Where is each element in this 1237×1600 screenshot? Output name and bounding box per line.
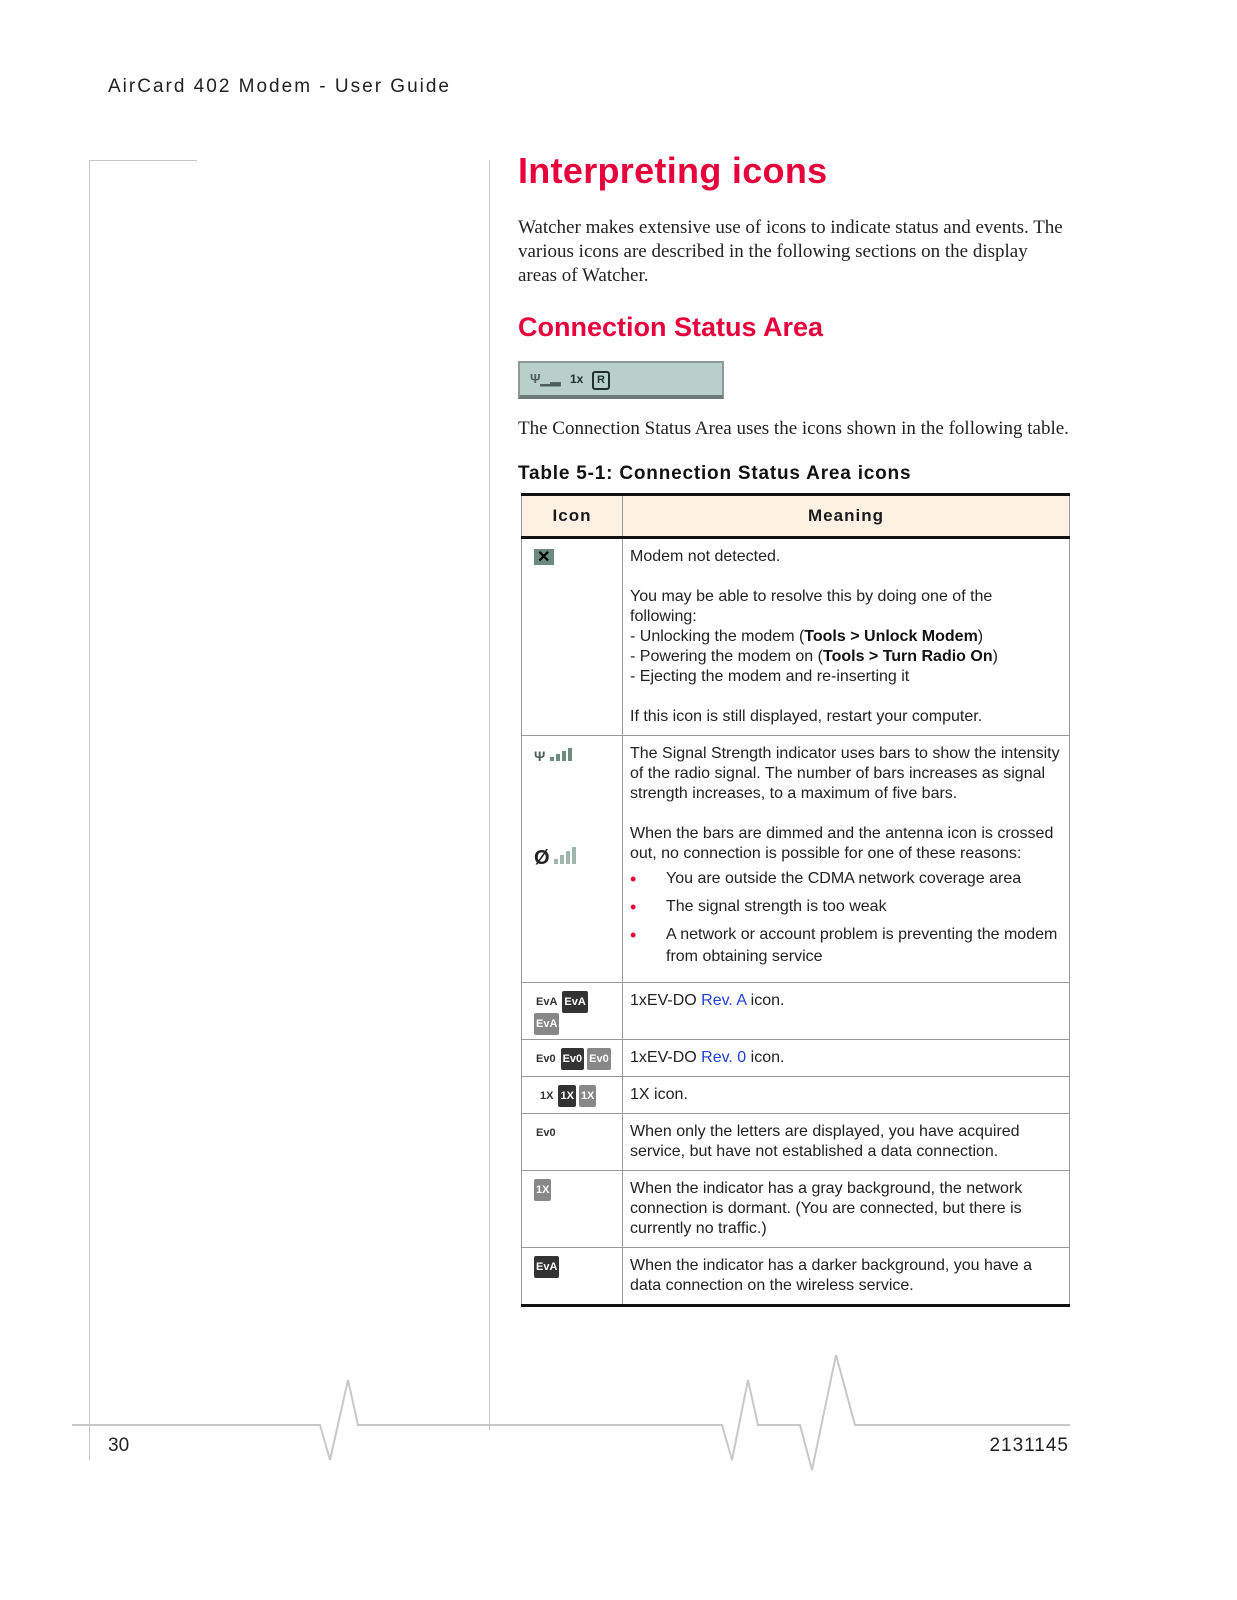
list-item: - Ejecting the modem and re-inserting it [630, 668, 910, 685]
table-row: EvA EvAEvA 1xEV-DO Rev. A icon. [522, 983, 1070, 1040]
main-content [518, 150, 1070, 1307]
connection-status-area-image [518, 361, 724, 399]
intro-paragraph: Watcher makes extensive use of icons to indicate status and events. The various icons are described in the following sections on the display areas of Watcher. [518, 217, 1063, 286]
dormant-1x-icon: 1X [534, 1179, 551, 1201]
row-text: If this icon is still displayed, restart your computer. [630, 708, 983, 725]
row-text: The Signal Strength indicator uses bars to show the intensity of the radio signal. The number of bars increases as signal strength increases, to a maximum of five bars. [630, 745, 1060, 802]
table-row [522, 538, 1070, 736]
table-row: Ev0 Ev0 Ev0 1xEV-DO Rev. 0 icon. [522, 1040, 1070, 1077]
table-row [522, 1077, 1070, 1114]
antenna-icon: Ψ▁▂ [530, 371, 561, 386]
evdo-rev-0-icon: Ev0 Ev0 Ev0 [534, 1049, 614, 1066]
frame-rule-top [89, 160, 197, 161]
evdo-letters-only-icon: Ev0 [536, 1127, 556, 1139]
section-heading: Connection Status Area [518, 312, 824, 342]
list-item: - Powering the modem on (Tools > Turn Radio On) [630, 648, 998, 665]
table-caption: Table 5-1: Connection Status Area icons [518, 463, 912, 484]
column-header-icon: Icon [522, 495, 623, 538]
column-header-meaning: Meaning [623, 495, 1070, 538]
frame-rule-left [89, 160, 90, 1460]
signal-strength-icon: Ψ [534, 746, 618, 767]
onex-label: 1x [570, 372, 584, 386]
table-header-row [522, 495, 1070, 538]
list-item: • The signal strength is too weak [630, 896, 1063, 918]
modem-not-detected-icon: ✕ [534, 549, 554, 565]
footer-wave-decoration [0, 1340, 1237, 1480]
row-text: When only the letters are displayed, you have acquired service, but have not established a data connection. [623, 1114, 1070, 1171]
rev-0-link[interactable]: Rev. 0 [701, 1049, 747, 1066]
evdo-rev-a-icon: EvA EvAEvA [534, 992, 591, 1031]
reasons-list [630, 868, 1063, 968]
table-row [522, 1248, 1070, 1306]
roaming-label: R [592, 371, 610, 390]
icons-table [521, 493, 1070, 1307]
status-area-description: The Connection Status Area uses the icons shown in the following table. [518, 418, 1069, 439]
row-text: When the indicator has a gray background, the network connection is dormant. (You are connected, but there is currently no traffic.) [623, 1171, 1070, 1248]
row-text: When the indicator has a darker background, you have a data connection on the wireless service. [623, 1248, 1070, 1306]
document-number: 2131145 [989, 1435, 1069, 1456]
table-row [522, 736, 1070, 983]
list-item: - Unlocking the modem (Tools > Unlock Modem) [630, 628, 984, 645]
running-head: AirCard 402 Modem - User Guide [108, 76, 451, 97]
no-signal-icon: Ø [534, 847, 618, 870]
page-number: 30 [108, 1435, 130, 1456]
list-item: • You are outside the CDMA network coverage area [630, 868, 1063, 890]
row-text: 1X icon. [623, 1077, 1070, 1114]
rev-a-link[interactable]: Rev. A [701, 992, 747, 1009]
menu-path: Tools > Turn Radio On [822, 648, 993, 665]
row-text: You may be able to resolve this by doing one of the following: [630, 588, 993, 625]
page-title: Interpreting icons [518, 150, 828, 191]
active-evdo-icon: EvA [534, 1256, 559, 1278]
table-row [522, 1171, 1070, 1248]
list-item: • A network or account problem is preventing the modem from obtaining service [630, 924, 1063, 968]
frame-rule-middle [489, 160, 490, 1430]
row-text: Modem not detected. [630, 548, 781, 565]
row-text: When the bars are dimmed and the antenna icon is crossed out, no connection is possible for one of these reasons: [630, 825, 1054, 862]
menu-path: Tools > Unlock Modem [804, 628, 978, 645]
table-row [522, 1114, 1070, 1171]
onex-icon: 1X 1X 1X [538, 1086, 599, 1103]
